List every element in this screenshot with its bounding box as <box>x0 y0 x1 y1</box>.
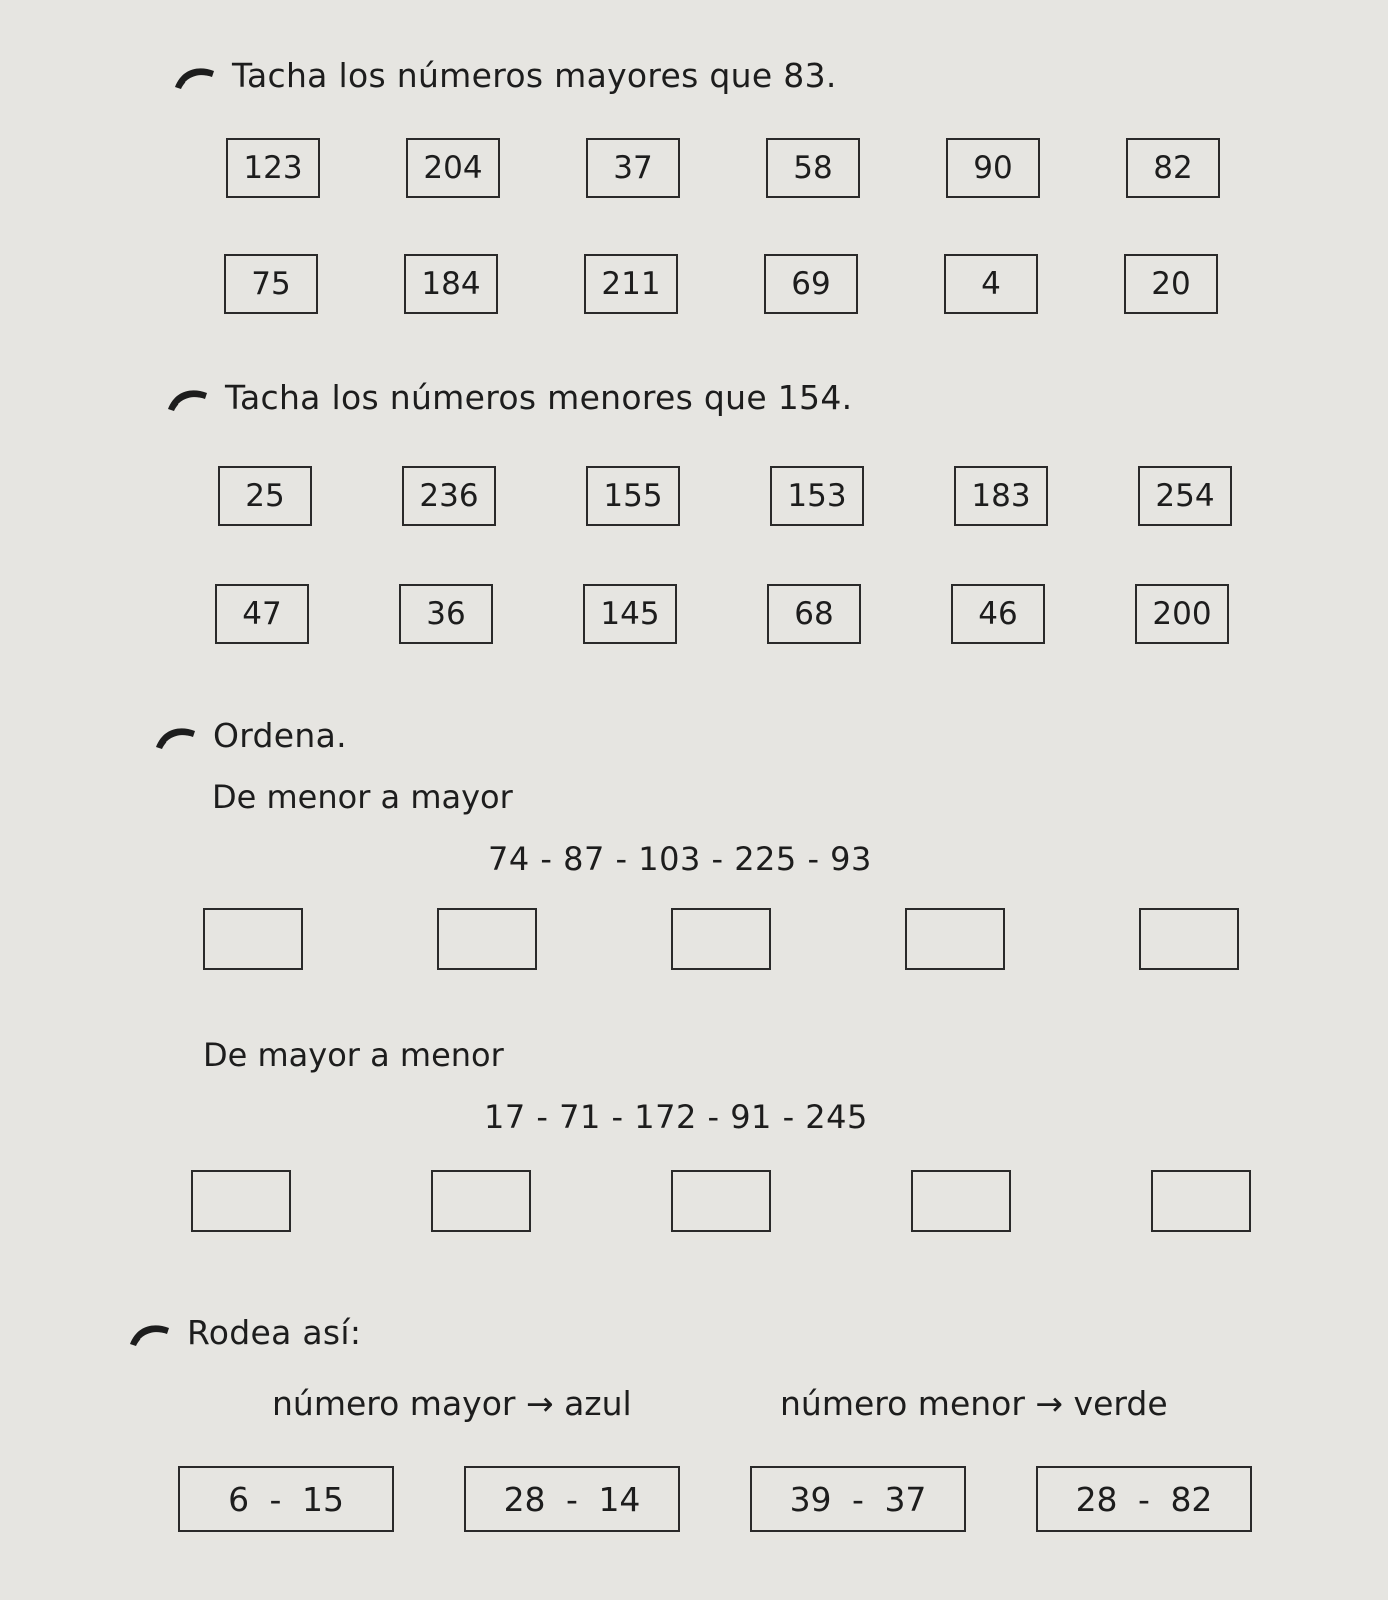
pencil-bullet-icon <box>165 383 211 413</box>
exercise-2-instruction: Tacha los números menores que 154. <box>225 378 853 417</box>
number-pair-box[interactable]: 28 - 82 <box>1036 1466 1252 1532</box>
answer-box[interactable] <box>191 1170 291 1232</box>
number-box[interactable]: 20 <box>1124 254 1218 314</box>
order-descending-label: De mayor a menor <box>203 1036 504 1074</box>
answer-box[interactable] <box>203 908 303 970</box>
number-box[interactable]: 254 <box>1138 466 1232 526</box>
number-box[interactable]: 46 <box>951 584 1045 644</box>
descending-answer-row <box>191 1170 1251 1232</box>
number-box[interactable]: 145 <box>583 584 677 644</box>
answer-box[interactable] <box>437 908 537 970</box>
descending-sequence: 17 - 71 - 172 - 91 - 245 <box>484 1098 868 1136</box>
number-box[interactable]: 47 <box>215 584 309 644</box>
number-box[interactable]: 155 <box>586 466 680 526</box>
exercise-1-row-2 <box>224 254 1218 314</box>
number-box[interactable]: 236 <box>402 466 496 526</box>
answer-box[interactable] <box>671 1170 771 1232</box>
number-pair-box[interactable]: 39 - 37 <box>750 1466 966 1532</box>
legend-bigger-blue: número mayor → azul <box>272 1384 632 1423</box>
number-box[interactable]: 82 <box>1126 138 1220 198</box>
number-box[interactable]: 204 <box>406 138 500 198</box>
exercise-2-row-1 <box>218 466 1232 526</box>
exercise-1-row-1 <box>226 138 1220 198</box>
answer-box[interactable] <box>1151 1170 1251 1232</box>
number-box[interactable]: 36 <box>399 584 493 644</box>
number-box[interactable]: 4 <box>944 254 1038 314</box>
number-box[interactable]: 200 <box>1135 584 1229 644</box>
pencil-bullet-icon <box>172 61 218 91</box>
answer-box[interactable] <box>431 1170 531 1232</box>
number-box[interactable]: 90 <box>946 138 1040 198</box>
number-box[interactable]: 184 <box>404 254 498 314</box>
exercise-2-row-2 <box>215 584 1229 644</box>
number-pairs-row <box>178 1466 1252 1532</box>
number-box[interactable]: 75 <box>224 254 318 314</box>
ascending-answer-row <box>203 908 1239 970</box>
number-box[interactable]: 69 <box>764 254 858 314</box>
exercise-3-instruction: Ordena. <box>213 716 347 755</box>
number-pair-box[interactable]: 6 - 15 <box>178 1466 394 1532</box>
number-box[interactable]: 37 <box>586 138 680 198</box>
exercise-4-heading <box>127 1313 361 1352</box>
answer-box[interactable] <box>1139 908 1239 970</box>
answer-box[interactable] <box>905 908 1005 970</box>
answer-box[interactable] <box>671 908 771 970</box>
answer-box[interactable] <box>911 1170 1011 1232</box>
number-box[interactable]: 123 <box>226 138 320 198</box>
number-box[interactable]: 25 <box>218 466 312 526</box>
exercise-3-heading <box>153 716 347 755</box>
pencil-bullet-icon <box>153 721 199 751</box>
number-box[interactable]: 68 <box>767 584 861 644</box>
exercise-1-instruction: Tacha los números mayores que 83. <box>232 56 837 95</box>
number-box[interactable]: 183 <box>954 466 1048 526</box>
ascending-sequence: 74 - 87 - 103 - 225 - 93 <box>488 840 872 878</box>
pencil-bullet-icon <box>127 1318 173 1348</box>
number-box[interactable]: 58 <box>766 138 860 198</box>
number-box[interactable]: 153 <box>770 466 864 526</box>
number-pair-box[interactable]: 28 - 14 <box>464 1466 680 1532</box>
exercise-1-heading <box>172 56 837 95</box>
exercise-4-instruction: Rodea así: <box>187 1313 362 1352</box>
number-box[interactable]: 211 <box>584 254 678 314</box>
order-ascending-label: De menor a mayor <box>212 778 513 816</box>
exercise-2-heading <box>165 378 852 417</box>
legend-smaller-green: número menor → verde <box>780 1384 1168 1423</box>
